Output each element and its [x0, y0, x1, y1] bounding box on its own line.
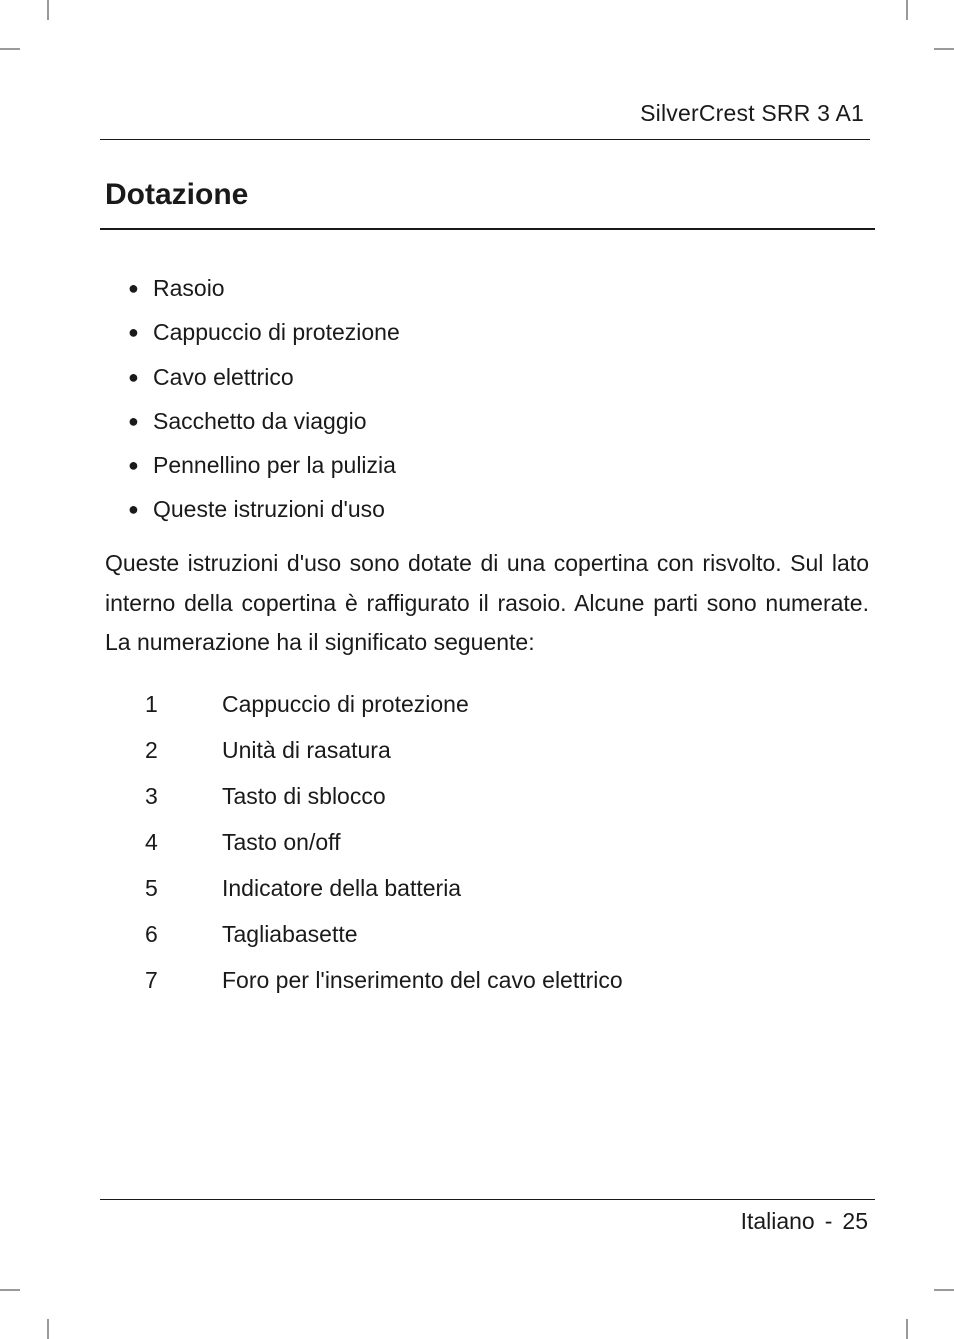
crop-mark — [0, 1289, 20, 1291]
bullet-icon: ● — [128, 278, 139, 298]
part-label: Cappuccio di protezione — [222, 691, 469, 717]
part-row — [145, 962, 623, 1008]
part-number: 6 — [145, 921, 158, 947]
crop-mark — [47, 1319, 49, 1339]
header-rule — [100, 139, 870, 140]
running-header: SilverCrest SRR 3 A1 — [640, 100, 864, 126]
list-item: ● Cavo elettrico — [128, 361, 400, 405]
crop-mark — [934, 1289, 954, 1291]
section-title: Dotazione — [105, 178, 249, 211]
part-number: 1 — [145, 691, 158, 717]
part-label: Tagliabasette — [222, 921, 358, 947]
part-label: Tasto di sblocco — [222, 783, 386, 809]
footer-rule — [100, 1199, 875, 1200]
parts-list — [145, 686, 623, 1008]
part-row — [145, 824, 623, 870]
bullet-icon: ● — [128, 499, 139, 520]
title-rule — [100, 228, 875, 230]
page-footer — [741, 1208, 868, 1235]
description-paragraph: Queste istruzioni d'uso sono dotate di una copertina con risvolto. Sul lato interno della copertina è raffigurato il rasoio. Alcune parti sono numerate. La numerazione ha il significato seguente: — [105, 550, 869, 655]
crop-mark — [47, 0, 49, 20]
list-item: ● Cappuccio di protezione — [128, 316, 400, 360]
part-row — [145, 732, 623, 778]
page-number: 25 — [842, 1208, 868, 1234]
part-row — [145, 686, 623, 732]
contents-list — [128, 272, 400, 538]
part-label: Foro per l'inserimento del cavo elettrico — [222, 967, 623, 993]
part-row — [145, 916, 623, 962]
part-number: 7 — [145, 967, 158, 993]
part-label: Tasto on/off — [222, 829, 341, 855]
part-number: 5 — [145, 875, 158, 901]
list-item: ● Rasoio — [128, 272, 400, 316]
part-row — [145, 870, 623, 916]
bullet-icon: ● — [128, 322, 139, 343]
crop-mark — [0, 48, 20, 50]
part-number: 4 — [145, 829, 158, 855]
list-item: ● Queste istruzioni d'uso — [128, 493, 400, 537]
part-label: Unità di rasatura — [222, 737, 391, 763]
part-number: 2 — [145, 737, 158, 763]
footer-language: Italiano — [740, 1208, 815, 1234]
list-item: ● Pennellino per la pulizia — [128, 449, 400, 493]
crop-mark — [906, 1319, 908, 1339]
footer-separator: - — [824, 1208, 833, 1234]
part-label: Indicatore della batteria — [222, 875, 462, 901]
part-number: 3 — [145, 783, 158, 809]
crop-mark — [934, 48, 954, 50]
bullet-icon: ● — [128, 410, 139, 431]
part-row — [145, 778, 623, 824]
bullet-icon: ● — [128, 455, 139, 476]
list-item: ● Sacchetto da viaggio — [128, 405, 400, 449]
bullet-icon: ● — [128, 366, 139, 387]
crop-mark — [906, 0, 908, 20]
